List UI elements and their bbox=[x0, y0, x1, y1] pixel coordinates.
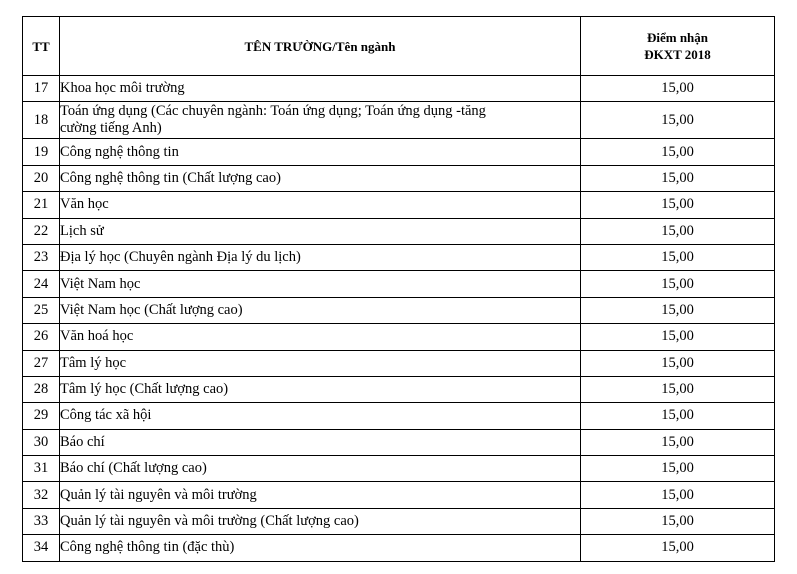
program-name-line1: Toán ứng dụng (Các chuyên ngành: Toán ứng dụng; Toán ứng dụng -tăng bbox=[60, 103, 486, 120]
row-number: 21 bbox=[23, 192, 60, 218]
row-number: 27 bbox=[23, 350, 60, 376]
program-name: Tâm lý học bbox=[60, 350, 581, 376]
table-row bbox=[23, 218, 775, 244]
score-value: 15,00 bbox=[581, 244, 775, 270]
table-row bbox=[23, 535, 775, 561]
program-name-line2: cường tiếng Anh) bbox=[60, 120, 162, 137]
table-row bbox=[23, 244, 775, 270]
table-header bbox=[23, 17, 775, 76]
header-score-line1: Điểm nhận bbox=[646, 30, 709, 45]
program-name: Công nghệ thông tin (Chất lượng cao) bbox=[60, 165, 581, 191]
table-row bbox=[23, 456, 775, 482]
header-name: TÊN TRƯỜNG/Tên ngành bbox=[60, 17, 581, 76]
score-value: 15,00 bbox=[581, 376, 775, 402]
header-score bbox=[581, 17, 775, 76]
score-value: 15,00 bbox=[581, 139, 775, 165]
row-number: 18 bbox=[23, 102, 60, 139]
row-number: 17 bbox=[23, 76, 60, 102]
program-name: Công tác xã hội bbox=[60, 403, 581, 429]
table-row bbox=[23, 139, 775, 165]
row-number: 30 bbox=[23, 429, 60, 455]
score-value: 15,00 bbox=[581, 218, 775, 244]
score-value: 15,00 bbox=[581, 456, 775, 482]
table-row bbox=[23, 429, 775, 455]
table-body bbox=[23, 76, 775, 562]
program-name: Công nghệ thông tin bbox=[60, 139, 581, 165]
program-name: Công nghệ thông tin (đặc thù) bbox=[60, 535, 581, 561]
row-number: 32 bbox=[23, 482, 60, 508]
score-value: 15,00 bbox=[581, 271, 775, 297]
score-value: 15,00 bbox=[581, 508, 775, 534]
row-number: 23 bbox=[23, 244, 60, 270]
score-value: 15,00 bbox=[581, 403, 775, 429]
score-value: 15,00 bbox=[581, 165, 775, 191]
program-name: Địa lý học (Chuyên ngành Địa lý du lịch) bbox=[60, 244, 581, 270]
table-row bbox=[23, 102, 775, 139]
table-row bbox=[23, 297, 775, 323]
row-number: 20 bbox=[23, 165, 60, 191]
row-number: 31 bbox=[23, 456, 60, 482]
program-name: Báo chí bbox=[60, 429, 581, 455]
score-value: 15,00 bbox=[581, 429, 775, 455]
program-name: Quản lý tài nguyên và môi trường (Chất lượng cao) bbox=[60, 508, 581, 534]
table-row bbox=[23, 376, 775, 402]
program-name: Báo chí (Chất lượng cao) bbox=[60, 456, 581, 482]
score-value: 15,00 bbox=[581, 192, 775, 218]
program-name: Khoa học môi trường bbox=[60, 76, 581, 102]
score-value: 15,00 bbox=[581, 297, 775, 323]
score-value: 15,00 bbox=[581, 102, 775, 139]
table-row bbox=[23, 403, 775, 429]
program-name: Văn học bbox=[60, 192, 581, 218]
program-name: Việt Nam học (Chất lượng cao) bbox=[60, 297, 581, 323]
row-number: 28 bbox=[23, 376, 60, 402]
admission-score-table bbox=[22, 16, 775, 562]
score-value: 15,00 bbox=[581, 535, 775, 561]
table-row bbox=[23, 192, 775, 218]
score-value: 15,00 bbox=[581, 324, 775, 350]
table-row bbox=[23, 482, 775, 508]
table-row bbox=[23, 271, 775, 297]
program-name: Văn hoá học bbox=[60, 324, 581, 350]
row-number: 19 bbox=[23, 139, 60, 165]
table-row bbox=[23, 76, 775, 102]
program-name bbox=[60, 102, 581, 139]
row-number: 24 bbox=[23, 271, 60, 297]
program-name: Quản lý tài nguyên và môi trường bbox=[60, 482, 581, 508]
row-number: 29 bbox=[23, 403, 60, 429]
row-number: 22 bbox=[23, 218, 60, 244]
header-score-line2: ĐKXT 2018 bbox=[644, 47, 711, 62]
program-name: Tâm lý học (Chất lượng cao) bbox=[60, 376, 581, 402]
program-name: Việt Nam học bbox=[60, 271, 581, 297]
score-value: 15,00 bbox=[581, 76, 775, 102]
header-row bbox=[23, 17, 775, 76]
program-name: Lịch sử bbox=[60, 218, 581, 244]
table-row bbox=[23, 324, 775, 350]
row-number: 25 bbox=[23, 297, 60, 323]
row-number: 33 bbox=[23, 508, 60, 534]
table-row bbox=[23, 508, 775, 534]
table-row bbox=[23, 165, 775, 191]
score-value: 15,00 bbox=[581, 482, 775, 508]
table-row bbox=[23, 350, 775, 376]
header-tt: TT bbox=[23, 17, 60, 76]
score-value: 15,00 bbox=[581, 350, 775, 376]
row-number: 34 bbox=[23, 535, 60, 561]
row-number: 26 bbox=[23, 324, 60, 350]
